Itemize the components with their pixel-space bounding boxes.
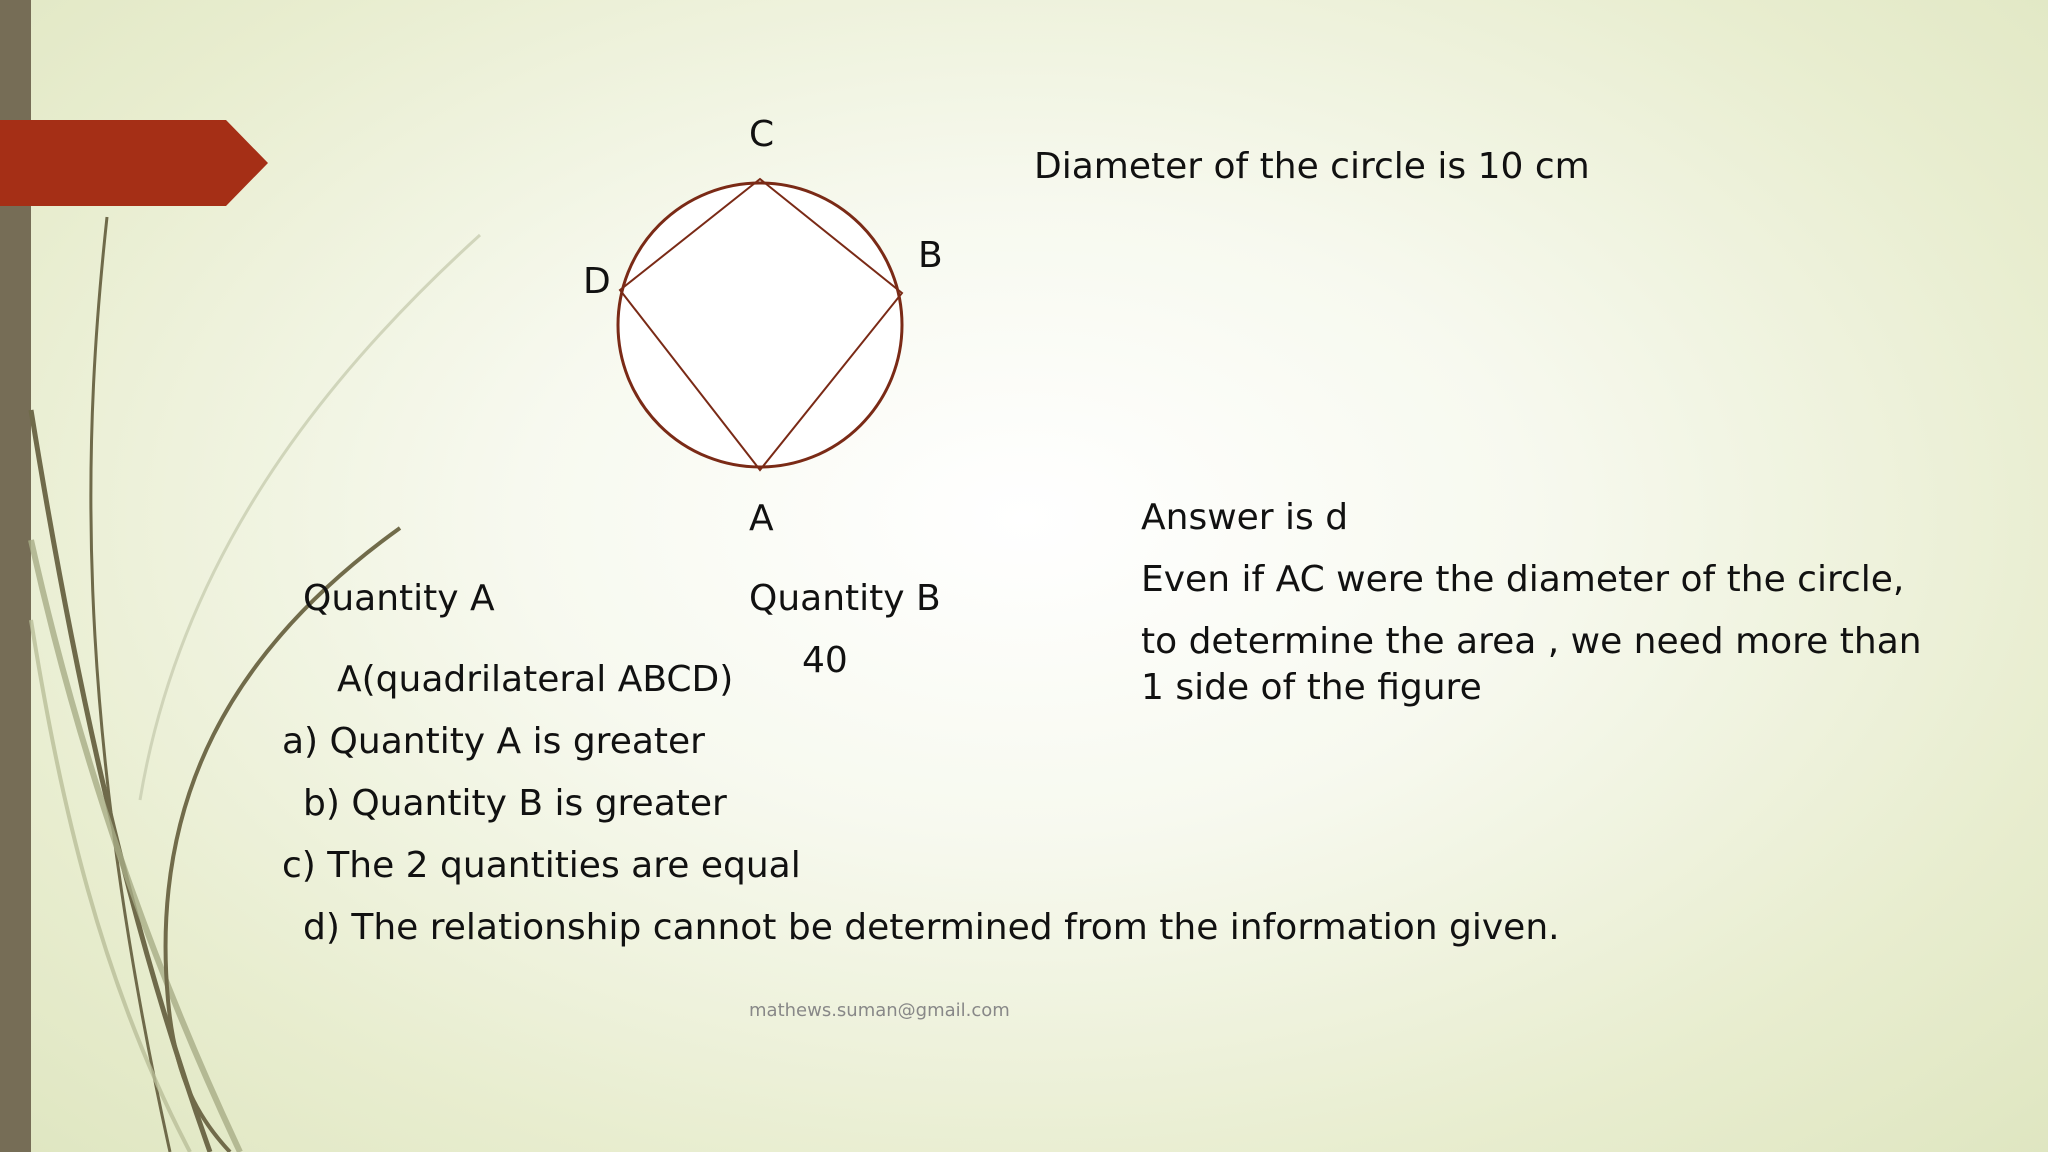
answer-line-2: to determine the area , we need more than [1141, 621, 1922, 662]
option-b: b) Quantity B is greater [303, 783, 727, 824]
option-c: c) The 2 quantities are equal [282, 845, 801, 886]
diameter-note: Diameter of the circle is 10 cm [1034, 146, 1590, 187]
vertex-label-d: D [583, 261, 611, 302]
vertex-label-b: B [918, 235, 943, 276]
answer-line-1: Even if AC were the diameter of the circle, [1141, 559, 1905, 600]
red-title-tab [0, 120, 270, 206]
option-d: d) The relationship cannot be determined from the information given. [303, 907, 1560, 948]
footer-email: mathews.suman@gmail.com [749, 1000, 1010, 1021]
answer-line-3: 1 side of the figure [1141, 667, 1482, 708]
answer-title: Answer is d [1141, 497, 1349, 538]
circle-quadrilateral-figure [600, 160, 920, 490]
vertex-label-c: C [749, 114, 775, 155]
quantity-a-label: Quantity A [303, 578, 495, 619]
vertex-label-a: A [749, 498, 774, 539]
option-a: a) Quantity A is greater [282, 721, 705, 762]
quantity-b-value: 40 [802, 640, 848, 681]
quantity-b-label: Quantity B [749, 578, 941, 619]
quantity-a-value: A(quadrilateral ABCD) [337, 659, 734, 700]
